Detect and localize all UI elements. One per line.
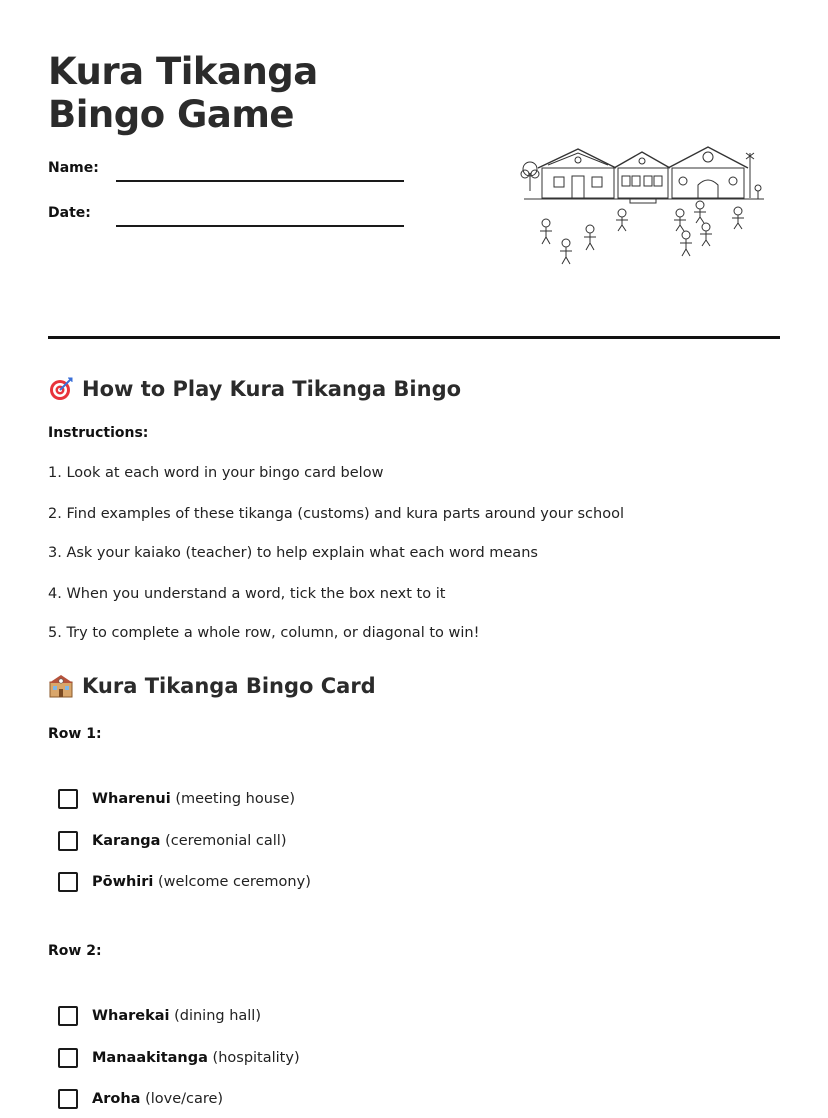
instruction-step: 2. Find examples of these tikanga (customs) and kura parts around your school [48, 506, 624, 522]
instruction-step: 3. Ask your kaiako (teacher) to help explain what each word means [48, 545, 538, 561]
bingo-checkbox[interactable] [58, 1048, 78, 1068]
bingo-item[interactable] [58, 789, 295, 809]
bingo-term: Karanga [92, 833, 161, 849]
bingo-card-title: Kura Tikanga Bingo Card [82, 674, 376, 698]
dart-target-icon [48, 376, 74, 402]
bingo-item[interactable] [58, 1089, 223, 1109]
instruction-step: 5. Try to complete a whole row, column, or diagonal to win! [48, 625, 480, 641]
bingo-item[interactable] [58, 831, 287, 851]
school-illustration [518, 143, 768, 269]
bingo-term: Pōwhiri [92, 874, 154, 890]
name-label: Name: [48, 160, 99, 176]
name-field[interactable] [116, 180, 404, 182]
bingo-meaning: (love/care) [145, 1091, 224, 1107]
row-label: Row 2: [48, 943, 102, 959]
bingo-meaning: (dining hall) [174, 1008, 261, 1024]
bingo-meaning: (meeting house) [175, 791, 296, 807]
bingo-checkbox[interactable] [58, 831, 78, 851]
bingo-card-heading [48, 673, 376, 699]
bingo-term: Wharenui [92, 791, 171, 807]
how-to-play-title: How to Play Kura Tikanga Bingo [82, 377, 462, 401]
instruction-step: 1. Look at each word in your bingo card below [48, 465, 384, 481]
section-divider [48, 336, 780, 339]
bingo-item[interactable] [58, 872, 311, 892]
page-title: Kura Tikanga Bingo Game [48, 50, 318, 136]
bingo-term: Wharekai [92, 1008, 170, 1024]
bingo-term: Aroha [92, 1091, 141, 1107]
bingo-meaning: (welcome ceremony) [158, 874, 311, 890]
bingo-checkbox[interactable] [58, 1006, 78, 1026]
bingo-meaning: (hospitality) [212, 1050, 300, 1066]
instruction-step: 4. When you understand a word, tick the box next to it [48, 586, 446, 602]
date-field[interactable] [116, 225, 404, 227]
instructions-label: Instructions: [48, 425, 149, 441]
bingo-checkbox[interactable] [58, 789, 78, 809]
row-label: Row 1: [48, 726, 102, 742]
bingo-item[interactable] [58, 1048, 300, 1068]
bingo-checkbox[interactable] [58, 872, 78, 892]
bingo-term: Manaakitanga [92, 1050, 208, 1066]
bingo-checkbox[interactable] [58, 1089, 78, 1109]
how-to-play-heading [48, 376, 461, 402]
bingo-meaning: (ceremonial call) [165, 833, 287, 849]
bingo-item[interactable] [58, 1006, 261, 1026]
school-building-icon [48, 673, 74, 699]
date-label: Date: [48, 205, 91, 221]
